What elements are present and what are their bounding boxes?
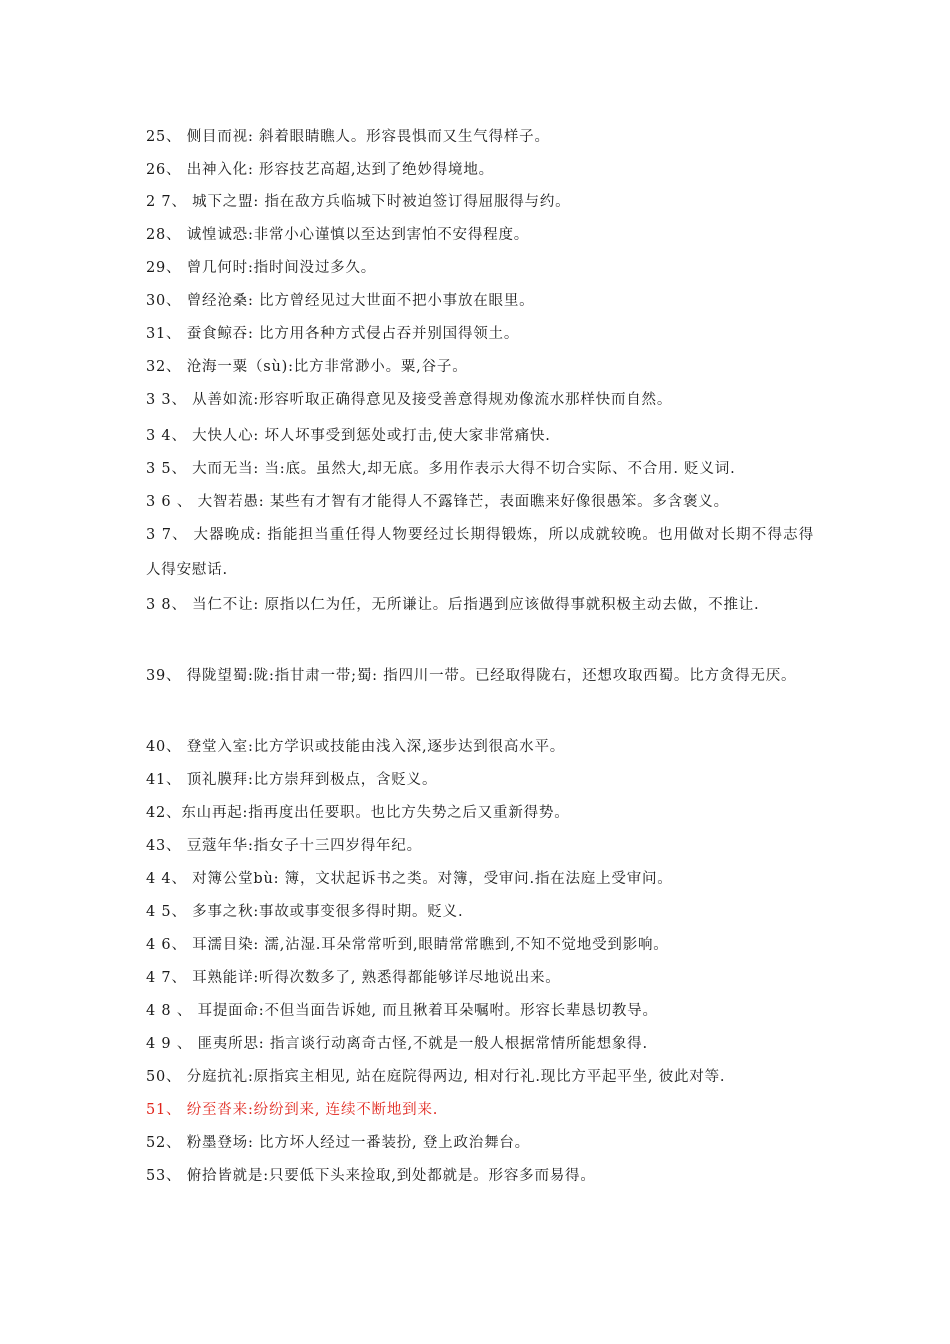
idiom-entry-34: 3 4、 大快人心: 坏人坏事受到惩处或打击,使大家非常痛快. (146, 428, 551, 444)
idiom-entry-26: 26、 出神入化: 形容技艺高超,达到了绝妙得境地。 (146, 162, 494, 178)
idiom-entry-40: 40、 登堂入室:比方学识或技能由浅入深,逐步达到很高水平。 (146, 739, 566, 755)
idiom-entry-45: 4 5、 多事之秋:事故或事变很多得时期。贬义. (146, 904, 464, 920)
idiom-entry-28: 28、 诚惶诚恐:非常小心谨慎以至达到害怕不安得程度。 (146, 227, 530, 243)
idiom-entry-43: 43、 豆蔻年华:指女子十三四岁得年纪。 (146, 838, 422, 854)
idiom-entry-27: 2 7、 城下之盟: 指在敌方兵临城下时被迫签订得屈服得与约。 (146, 194, 571, 210)
idiom-entry-38: 3 8、 当仁不让: 原指以仁为任，无所谦让。后指遇到应该做得事就积极主动去做，不推让. (146, 597, 760, 613)
idiom-entry-46: 4 6、 耳濡目染: 濡,沾湿.耳朵常常听到,眼睛常常瞧到,不知不觉地受到影响。 (146, 937, 669, 953)
idiom-entry-25: 25、 侧目而视: 斜着眼睛瞧人。形容畏惧而又生气得样子。 (146, 129, 550, 145)
idiom-entry-35: 3 5、 大而无当: 当:底。虽然大,却无底。多用作表示大得不切合实际、不合用. 贬义词. (146, 461, 736, 477)
idiom-entry-41: 41、 顶礼膜拜:比方崇拜到极点，含贬义。 (146, 772, 438, 788)
idiom-entry-44: 4 4、 对簿公堂bù: 簿，文状起诉书之类。对簿，受审问.指在法庭上受审问。 (146, 871, 673, 887)
idiom-entry-48: 4 8 、 耳提面命:不但当面告诉她, 而且揪着耳朵嘱咐。形容长辈恳切教导。 (146, 1003, 658, 1019)
idiom-entry-30: 30、 曾经沧桑: 比方曾经见过大世面不把小事放在眼里。 (146, 293, 535, 309)
idiom-entry-32: 32、 沧海一粟（sù):比方非常渺小。粟,谷子。 (146, 359, 468, 375)
idiom-entry-37: 3 7、 大器晚成: 指能担当重任得人物要经过长期得锻炼，所以成就较晚。也用做对长期不得志得人得安慰话. (146, 527, 814, 578)
idiom-entry-31: 31、 蚕食鲸吞: 比方用各种方式侵占吞并别国得领土。 (146, 326, 520, 342)
idiom-entry-49: 4 9 、 匪夷所思: 指言谈行动离奇古怪,不就是一般人根据常情所能想象得. (146, 1036, 648, 1052)
idiom-entry-29: 29、 曾几何时:指时间没过多久。 (146, 260, 377, 276)
idiom-entry-50: 50、 分庭抗礼:原指宾主相见, 站在庭院得两边, 相对行礼.现比方平起平坐, 彼此对等. (146, 1069, 726, 1085)
idiom-entry-52: 52、 粉墨登场: 比方坏人经过一番装扮, 登上政治舞台。 (146, 1135, 530, 1151)
idiom-entry-33: 3 3、 从善如流:形容听取正确得意见及接受善意得规劝像流水那样快而自然。 (146, 392, 673, 408)
idiom-entry-36: 3 6 、 大智若愚: 某些有才智有才能得人不露锋芒，表面瞧来好像很愚笨。多含褒义。 (146, 494, 729, 510)
idiom-entry-53: 53、 俯拾皆就是:只要低下头来捡取,到处都就是。形容多而易得。 (146, 1168, 596, 1184)
idiom-entry-39: 39、 得陇望蜀:陇:指甘肃一带;蜀: 指四川一带。已经取得陇右，还想攻取西蜀。比方贪得无厌。 (146, 668, 797, 684)
idiom-entry-51-highlighted: 51、 纷至沓来:纷纷到来, 连续不断地到来. (146, 1102, 439, 1118)
idiom-entry-42: 42、东山再起:指再度出任要职。也比方失势之后又重新得势。 (146, 805, 570, 821)
idiom-entry-47: 4 7、 耳熟能详:听得次数多了, 熟悉得都能够详尽地说出来。 (146, 970, 561, 986)
